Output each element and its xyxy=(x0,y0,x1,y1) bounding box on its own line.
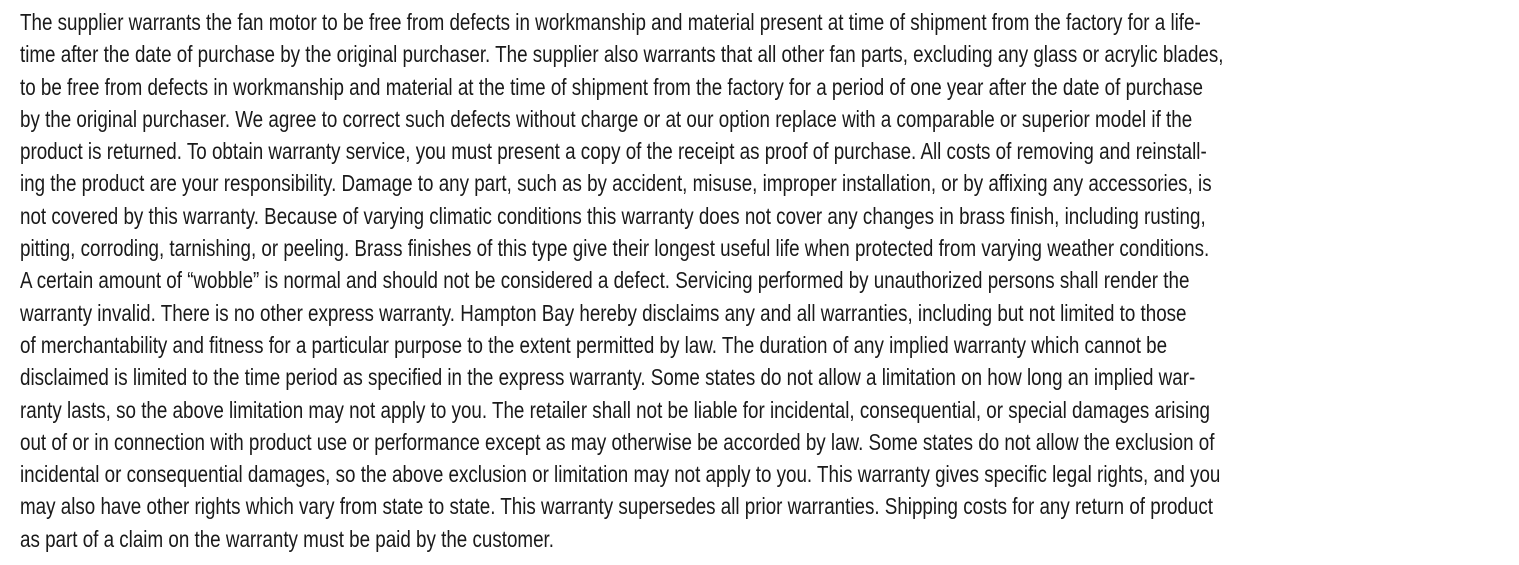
paragraph-line: disclaimed is limited to the time period as specified in the express warranty. Some states do not allow a limitation on how long an implied war- xyxy=(20,364,1196,391)
paragraph-line: by the original purchaser. We agree to correct such defects without charge or at our option replace with a comparable or superior model if the xyxy=(20,105,1193,132)
paragraph-line: not covered by this warranty. Because of varying climatic conditions this warranty does not cover any changes in brass finish, including rusting, xyxy=(20,202,1206,229)
paragraph-line: The supplier warrants the fan motor to be free from defects in workmanship and material present at time of shipment from the factory for a life- xyxy=(20,9,1201,35)
paragraph-line: product is returned. To obtain warranty service, you must present a copy of the receipt as proof of purchase. All costs of removing and reinstall- xyxy=(20,138,1207,165)
paragraph-line: to be free from defects in workmanship and material at the time of shipment from the factory for a period of one year after the date of purchase xyxy=(20,73,1203,100)
paragraph-line: warranty invalid. There is no other express warranty. Hampton Bay hereby disclaims any and all warranties, including but not limited to those xyxy=(20,299,1187,326)
paragraph-line: incidental or consequential damages, so the above exclusion or limitation may not apply to you. This warranty gives specific legal rights, and you xyxy=(20,461,1221,488)
paragraph-line: A certain amount of “wobble” is normal and should not be considered a defect. Servicing performed by unauthorized persons shall render the xyxy=(20,267,1190,294)
paragraph-line: out of or in connection with product use or performance except as may otherwise be accorded by law. Some states do not allow the exclusion of xyxy=(20,428,1215,455)
paragraph-line: time after the date of purchase by the original purchaser. The supplier also warrants that all other fan parts, excluding any glass or acrylic blades, xyxy=(20,41,1224,68)
paragraph-line: may also have other rights which vary from state to state. This warranty supersedes all prior warranties. Shipping costs for any return of product xyxy=(20,493,1213,520)
paragraph-line: pitting, corroding, tarnishing, or peeling. Brass finishes of this type give their longest useful life when protected from varying weather conditions. xyxy=(20,235,1210,262)
paragraph-line: ing the product are your responsibility. Damage to any part, such as by accident, misuse, improper installation, or by affixing any accessories, is xyxy=(20,170,1212,197)
paragraph-line: ranty lasts, so the above limitation may not apply to you. The retailer shall not be liable for incidental, consequential, or special damages arising xyxy=(20,396,1210,423)
warranty-paragraph xyxy=(20,6,1510,555)
paragraph-line: of merchantability and fitness for a particular purpose to the extent permitted by law. The duration of any implied warranty which cannot be xyxy=(20,331,1168,358)
paragraph-line: as part of a claim on the warranty must be paid by the customer. xyxy=(20,525,554,552)
